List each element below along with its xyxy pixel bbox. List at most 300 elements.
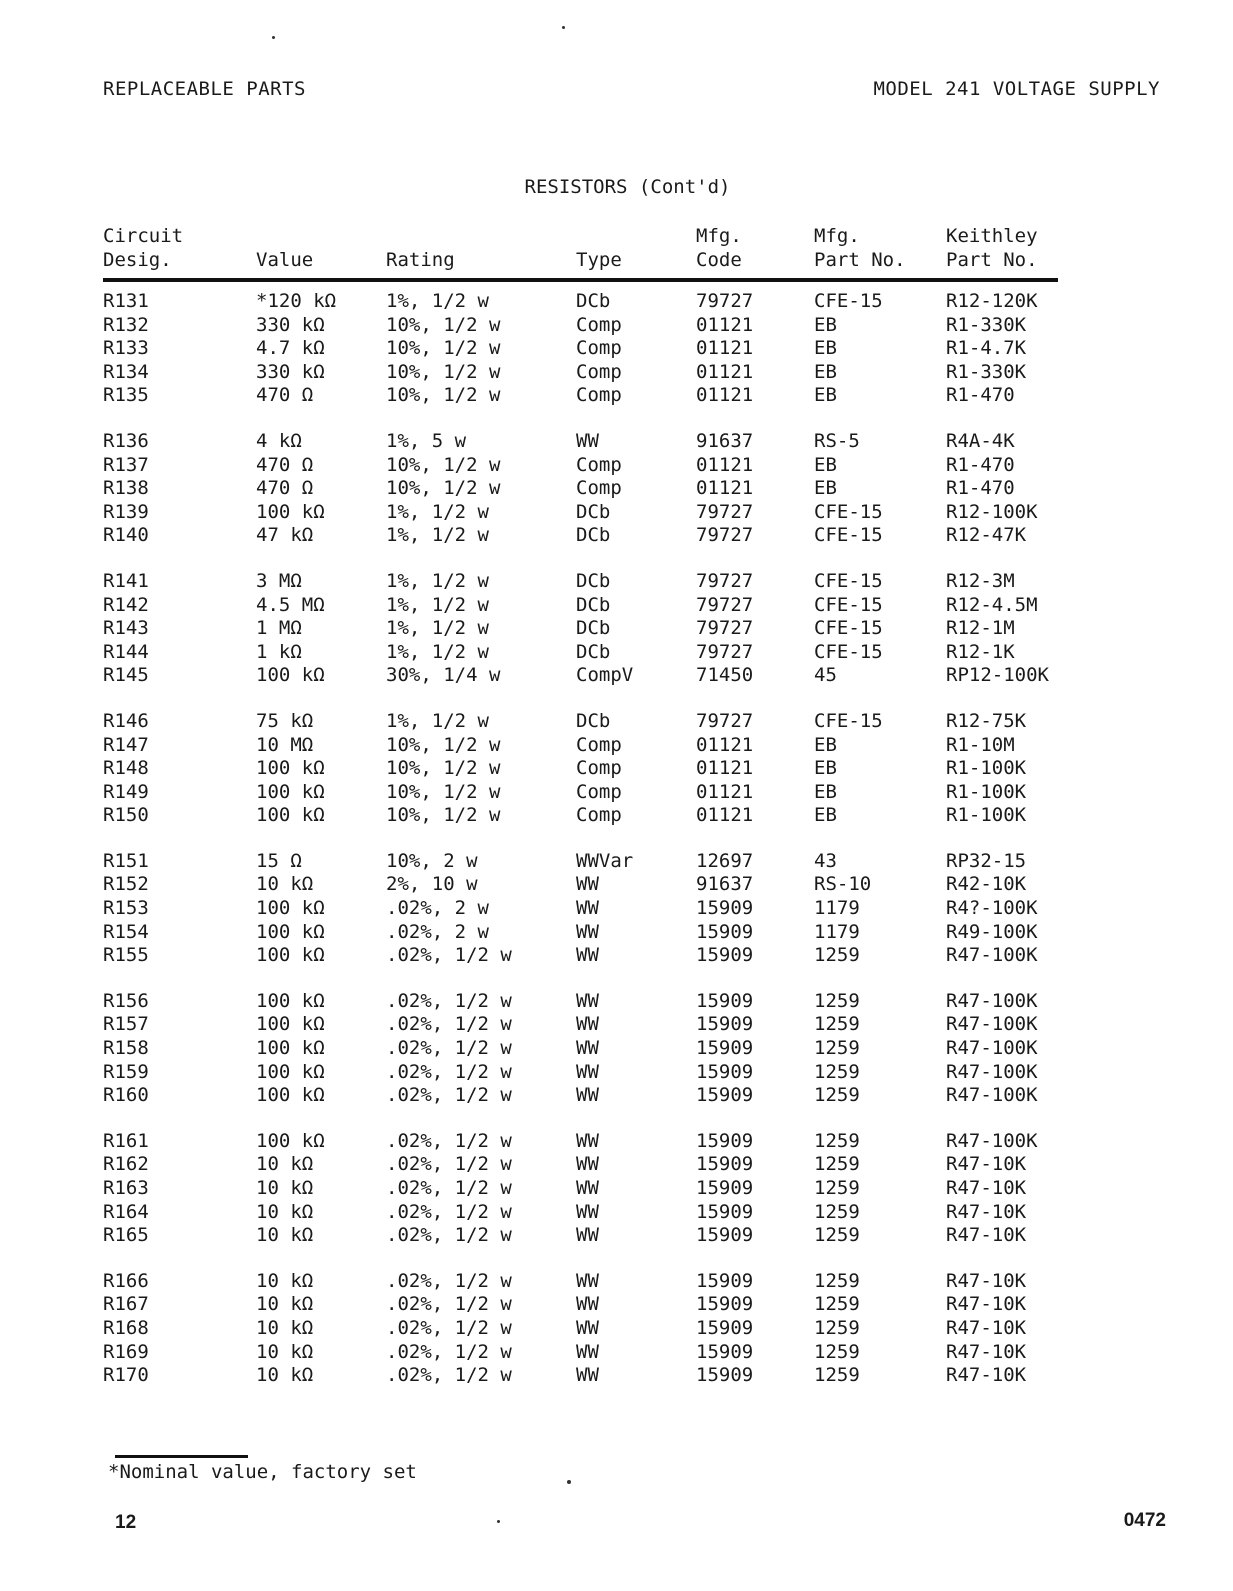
cell-mfg-code: 15909	[696, 1200, 754, 1223]
table-row	[103, 968, 1058, 1014]
table-row	[103, 454, 1058, 478]
cell-mfg-part-no: CFE-15	[814, 500, 883, 523]
table-row	[103, 897, 1058, 921]
cell-value: 100 kΩ	[256, 920, 325, 943]
cell-mfg-code: 01121	[696, 337, 754, 360]
cell-rating: .02%, 1/2 w	[386, 1224, 512, 1247]
cell-value: 100 kΩ	[256, 989, 325, 1012]
cell-type: Comp	[576, 453, 622, 476]
table-row	[103, 1061, 1058, 1085]
table-row	[103, 524, 1058, 548]
cell-circuit-desig: R140	[103, 524, 149, 547]
col-header-rating: Rating	[386, 249, 455, 271]
cell-mfg-code: 15909	[696, 1269, 754, 1292]
cell-mfg-part-no: 45	[814, 664, 837, 687]
footnote-rule	[115, 1455, 248, 1458]
cell-mfg-part-no: CFE-15	[814, 524, 883, 547]
cell-mfg-part-no: EB	[814, 360, 837, 383]
cell-mfg-part-no: 1259	[814, 1293, 860, 1316]
cell-keithley-part-no: R1-100K	[946, 780, 1027, 803]
cell-rating: 30%, 1/4 w	[386, 664, 501, 687]
cell-rating: .02%, 2 w	[386, 920, 489, 943]
cell-mfg-code: 79727	[696, 290, 754, 312]
cell-value: 100 kΩ	[256, 897, 325, 920]
cell-type: WW	[576, 897, 599, 920]
table-row	[103, 734, 1058, 758]
cell-mfg-part-no: CFE-15	[814, 709, 883, 732]
cell-circuit-desig: R154	[103, 920, 149, 943]
cell-value: 10 kΩ	[256, 1316, 314, 1339]
cell-mfg-code: 79727	[696, 500, 754, 523]
table-row	[103, 477, 1058, 501]
cell-value: 100 kΩ	[256, 1084, 325, 1107]
cell-rating: .02%, 1/2 w	[386, 1200, 512, 1223]
cell-value: 100 kΩ	[256, 664, 325, 687]
cell-rating: 10%, 1/2 w	[386, 453, 501, 476]
cell-value: 10 kΩ	[256, 1340, 314, 1363]
cell-circuit-desig: R139	[103, 500, 149, 523]
running-header-right: MODEL 241 VOLTAGE SUPPLY	[873, 78, 1160, 100]
cell-type: WW	[576, 1060, 599, 1083]
cell-type: WW	[576, 873, 599, 896]
cell-keithley-part-no: R12-3M	[946, 569, 1015, 592]
scan-speck	[272, 36, 275, 39]
cell-type: Comp	[576, 337, 622, 360]
cell-mfg-part-no: 1259	[814, 1037, 860, 1060]
cell-keithley-part-no: R47-10K	[946, 1269, 1027, 1292]
footnote: *Nominal value, factory set	[108, 1461, 417, 1483]
cell-keithley-part-no: R1-100K	[946, 804, 1027, 827]
col-header-keithley-part-no: Keithley Part No.	[946, 225, 1038, 271]
cell-keithley-part-no: R47-100K	[946, 1037, 1038, 1060]
cell-type: DCb	[576, 593, 611, 616]
cell-mfg-code: 15909	[696, 1037, 754, 1060]
cell-keithley-part-no: R47-100K	[946, 1013, 1038, 1036]
cell-keithley-part-no: R42-10K	[946, 873, 1027, 896]
cell-value: 10 MΩ	[256, 733, 314, 756]
cell-circuit-desig: R158	[103, 1037, 149, 1060]
cell-mfg-part-no: 1259	[814, 989, 860, 1012]
cell-circuit-desig: R155	[103, 944, 149, 967]
document-code: 0472	[1123, 1510, 1166, 1531]
cell-rating: .02%, 1/2 w	[386, 1177, 512, 1199]
cell-type: DCb	[576, 569, 611, 592]
table-header-row	[103, 224, 1058, 280]
cell-type: WW	[576, 1153, 599, 1176]
cell-mfg-code: 15909	[696, 1340, 754, 1363]
cell-circuit-desig: R132	[103, 313, 149, 336]
cell-keithley-part-no: R1-330K	[946, 313, 1027, 336]
cell-keithley-part-no: R47-10K	[946, 1316, 1027, 1339]
cell-rating: .02%, 1/2 w	[386, 1340, 512, 1363]
cell-type: Comp	[576, 477, 622, 500]
cell-value: 3 MΩ	[256, 569, 302, 592]
col-header-type: Type	[576, 249, 622, 271]
cell-mfg-code: 15909	[696, 1153, 754, 1176]
cell-type: WW	[576, 989, 599, 1012]
table-row	[103, 804, 1058, 828]
table-row	[103, 314, 1058, 338]
cell-circuit-desig: R168	[103, 1316, 149, 1339]
cell-value: 100 kΩ	[256, 1013, 325, 1036]
cell-mfg-code: 15909	[696, 1084, 754, 1107]
table-row	[103, 781, 1058, 805]
cell-type: WW	[576, 1177, 599, 1199]
cell-type: WW	[576, 1293, 599, 1316]
cell-mfg-part-no: 1259	[814, 1224, 860, 1247]
cell-rating: .02%, 2 w	[386, 897, 489, 920]
cell-mfg-part-no: RS-10	[814, 873, 872, 896]
cell-circuit-desig: R134	[103, 360, 149, 383]
cell-type: DCb	[576, 640, 611, 663]
cell-value: 10 kΩ	[256, 1200, 314, 1223]
cell-mfg-code: 15909	[696, 1293, 754, 1316]
cell-rating: 1%, 1/2 w	[386, 617, 489, 640]
cell-mfg-code: 15909	[696, 1060, 754, 1083]
cell-value: 330 kΩ	[256, 313, 325, 336]
cell-mfg-code: 79727	[696, 617, 754, 640]
cell-type: WW	[576, 944, 599, 967]
cell-mfg-code: 91637	[696, 873, 754, 896]
cell-rating: 1%, 1/2 w	[386, 709, 489, 732]
cell-type: WW	[576, 920, 599, 943]
cell-mfg-part-no: CFE-15	[814, 290, 883, 312]
cell-circuit-desig: R138	[103, 477, 149, 500]
cell-circuit-desig: R136	[103, 429, 149, 452]
cell-circuit-desig: R151	[103, 849, 149, 872]
cell-circuit-desig: R144	[103, 640, 149, 663]
cell-keithley-part-no: R1-100K	[946, 757, 1027, 780]
cell-mfg-code: 15909	[696, 1224, 754, 1247]
cell-mfg-code: 15909	[696, 1013, 754, 1036]
cell-mfg-code: 91637	[696, 429, 754, 452]
cell-keithley-part-no: R4?-100K	[946, 897, 1038, 920]
scan-speck	[562, 26, 565, 29]
cell-circuit-desig: R160	[103, 1084, 149, 1107]
cell-rating: 10%, 1/2 w	[386, 757, 501, 780]
table-row	[103, 873, 1058, 897]
cell-value: 4.5 MΩ	[256, 593, 325, 616]
cell-mfg-part-no: 1259	[814, 944, 860, 967]
cell-rating: 1%, 1/2 w	[386, 290, 489, 312]
cell-keithley-part-no: R47-10K	[946, 1293, 1027, 1316]
cell-circuit-desig: R157	[103, 1013, 149, 1036]
cell-mfg-part-no: 43	[814, 849, 837, 872]
cell-mfg-part-no: EB	[814, 313, 837, 336]
table-row	[103, 384, 1058, 408]
cell-rating: .02%, 1/2 w	[386, 1084, 512, 1107]
cell-rating: .02%, 1/2 w	[386, 1060, 512, 1083]
cell-mfg-part-no: EB	[814, 337, 837, 360]
cell-type: Comp	[576, 804, 622, 827]
cell-value: 10 kΩ	[256, 1153, 314, 1176]
cell-type: WW	[576, 1084, 599, 1107]
cell-mfg-part-no: 1259	[814, 1316, 860, 1339]
cell-circuit-desig: R131	[103, 290, 149, 312]
cell-rating: .02%, 1/2 w	[386, 1269, 512, 1292]
cell-value: 100 kΩ	[256, 757, 325, 780]
cell-mfg-part-no: 1179	[814, 920, 860, 943]
cell-rating: 1%, 1/2 w	[386, 593, 489, 616]
cell-value: 1 MΩ	[256, 617, 302, 640]
cell-rating: .02%, 1/2 w	[386, 1153, 512, 1176]
cell-mfg-part-no: EB	[814, 757, 837, 780]
cell-rating: 10%, 1/2 w	[386, 384, 501, 407]
table-row	[103, 757, 1058, 781]
cell-mfg-code: 15909	[696, 1364, 754, 1387]
cell-mfg-code: 01121	[696, 780, 754, 803]
cell-keithley-part-no: R47-100K	[946, 989, 1038, 1012]
table-row	[103, 1293, 1058, 1317]
cell-mfg-code: 79727	[696, 640, 754, 663]
cell-mfg-part-no: 1259	[814, 1269, 860, 1292]
cell-rating: 1%, 1/2 w	[386, 640, 489, 663]
cell-keithley-part-no: R1-470	[946, 384, 1015, 407]
table-row	[103, 594, 1058, 618]
cell-mfg-code: 01121	[696, 313, 754, 336]
cell-rating: 10%, 1/2 w	[386, 733, 501, 756]
cell-type: DCb	[576, 524, 611, 547]
cell-keithley-part-no: RP32-15	[946, 849, 1027, 872]
cell-circuit-desig: R143	[103, 617, 149, 640]
cell-keithley-part-no: R12-100K	[946, 500, 1038, 523]
cell-mfg-code: 01121	[696, 453, 754, 476]
cell-rating: 10%, 1/2 w	[386, 804, 501, 827]
cell-mfg-code: 79727	[696, 569, 754, 592]
cell-type: CompV	[576, 664, 634, 687]
cell-circuit-desig: R169	[103, 1340, 149, 1363]
table-row	[103, 408, 1058, 454]
cell-mfg-code: 79727	[696, 593, 754, 616]
cell-value: 4 kΩ	[256, 429, 302, 452]
cell-keithley-part-no: R1-330K	[946, 360, 1027, 383]
cell-keithley-part-no: R47-10K	[946, 1340, 1027, 1363]
table-row	[103, 664, 1058, 688]
cell-type: Comp	[576, 313, 622, 336]
cell-circuit-desig: R167	[103, 1293, 149, 1316]
cell-mfg-code: 15909	[696, 920, 754, 943]
cell-keithley-part-no: R47-10K	[946, 1224, 1027, 1247]
cell-mfg-part-no: EB	[814, 780, 837, 803]
cell-keithley-part-no: R12-47K	[946, 524, 1027, 547]
cell-circuit-desig: R161	[103, 1129, 149, 1152]
cell-type: Comp	[576, 384, 622, 407]
cell-rating: 2%, 10 w	[386, 873, 478, 896]
cell-type: WW	[576, 429, 599, 452]
cell-keithley-part-no: R1-10M	[946, 733, 1015, 756]
cell-type: Comp	[576, 733, 622, 756]
cell-mfg-code: 15909	[696, 989, 754, 1012]
cell-keithley-part-no: R12-4.5M	[946, 593, 1038, 616]
cell-rating: .02%, 1/2 w	[386, 1013, 512, 1036]
cell-value: *120 kΩ	[256, 290, 337, 312]
cell-mfg-part-no: EB	[814, 453, 837, 476]
cell-keithley-part-no: RP12-100K	[946, 664, 1049, 687]
table-row	[103, 1177, 1058, 1201]
cell-circuit-desig: R133	[103, 337, 149, 360]
cell-mfg-code: 15909	[696, 1129, 754, 1152]
cell-value: 470 Ω	[256, 453, 314, 476]
cell-mfg-part-no: EB	[814, 804, 837, 827]
cell-rating: 10%, 1/2 w	[386, 337, 501, 360]
page-number: 12	[115, 1512, 137, 1533]
table-row	[103, 280, 1058, 314]
cell-keithley-part-no: R47-10K	[946, 1177, 1027, 1199]
cell-type: Comp	[576, 757, 622, 780]
table-row	[103, 1317, 1058, 1341]
cell-rating: .02%, 1/2 w	[386, 944, 512, 967]
cell-circuit-desig: R166	[103, 1269, 149, 1292]
cell-value: 10 kΩ	[256, 1269, 314, 1292]
table-row	[103, 1341, 1058, 1365]
cell-value: 75 kΩ	[256, 709, 314, 732]
cell-type: WW	[576, 1013, 599, 1036]
cell-mfg-part-no: CFE-15	[814, 640, 883, 663]
cell-value: 100 kΩ	[256, 500, 325, 523]
section-title: RESISTORS (Cont'd)	[524, 176, 731, 198]
cell-value: 100 kΩ	[256, 1060, 325, 1083]
table-row	[103, 1037, 1058, 1061]
table-row	[103, 828, 1058, 874]
cell-mfg-part-no: 1259	[814, 1177, 860, 1199]
table-row	[103, 501, 1058, 525]
cell-circuit-desig: R164	[103, 1200, 149, 1223]
cell-mfg-code: 12697	[696, 849, 754, 872]
cell-value: 100 kΩ	[256, 804, 325, 827]
cell-keithley-part-no: R12-120K	[946, 290, 1038, 312]
table-row	[103, 361, 1058, 385]
cell-mfg-part-no: 1259	[814, 1364, 860, 1387]
cell-mfg-part-no: CFE-15	[814, 569, 883, 592]
col-header-mfg-code: Mfg. Code	[696, 225, 742, 271]
cell-type: WW	[576, 1129, 599, 1152]
cell-keithley-part-no: R47-10K	[946, 1200, 1027, 1223]
cell-keithley-part-no: R1-4.7K	[946, 337, 1027, 360]
cell-value: 330 kΩ	[256, 360, 325, 383]
cell-rating: .02%, 1/2 w	[386, 1316, 512, 1339]
cell-circuit-desig: R145	[103, 664, 149, 687]
cell-value: 47 kΩ	[256, 524, 314, 547]
cell-keithley-part-no: R47-10K	[946, 1153, 1027, 1176]
cell-circuit-desig: R152	[103, 873, 149, 896]
table-row	[103, 688, 1058, 734]
cell-value: 10 kΩ	[256, 1224, 314, 1247]
cell-type: WW	[576, 1200, 599, 1223]
cell-keithley-part-no: R47-10K	[946, 1364, 1027, 1387]
cell-type: WW	[576, 1269, 599, 1292]
cell-mfg-code: 01121	[696, 360, 754, 383]
cell-mfg-code: 71450	[696, 664, 754, 687]
cell-keithley-part-no: R12-1K	[946, 640, 1015, 663]
cell-mfg-part-no: CFE-15	[814, 593, 883, 616]
cell-value: 10 kΩ	[256, 1293, 314, 1316]
cell-keithley-part-no: R49-100K	[946, 920, 1038, 943]
cell-mfg-code: 15909	[696, 897, 754, 920]
cell-mfg-part-no: EB	[814, 477, 837, 500]
scan-speck	[567, 1480, 571, 1484]
cell-mfg-part-no: 1259	[814, 1013, 860, 1036]
table-row	[103, 548, 1058, 594]
cell-mfg-part-no: 1259	[814, 1129, 860, 1152]
cell-rating: .02%, 1/2 w	[386, 1293, 512, 1316]
cell-rating: 10%, 1/2 w	[386, 313, 501, 336]
cell-value: 1 kΩ	[256, 640, 302, 663]
table-row	[103, 1108, 1058, 1154]
table-row	[103, 1013, 1058, 1037]
cell-rating: 1%, 1/2 w	[386, 569, 489, 592]
cell-type: WWVar	[576, 849, 634, 872]
cell-rating: 10%, 2 w	[386, 849, 478, 872]
cell-type: WW	[576, 1316, 599, 1339]
cell-circuit-desig: R137	[103, 453, 149, 476]
cell-circuit-desig: R150	[103, 804, 149, 827]
cell-circuit-desig: R156	[103, 989, 149, 1012]
cell-mfg-part-no: 1259	[814, 1153, 860, 1176]
cell-mfg-part-no: 1259	[814, 1340, 860, 1363]
cell-rating: 1%, 1/2 w	[386, 524, 489, 547]
cell-mfg-code: 15909	[696, 1177, 754, 1199]
cell-rating: .02%, 1/2 w	[386, 1129, 512, 1152]
cell-value: 10 kΩ	[256, 1177, 314, 1199]
cell-circuit-desig: R153	[103, 897, 149, 920]
cell-type: DCb	[576, 709, 611, 732]
cell-value: 4.7 kΩ	[256, 337, 325, 360]
cell-circuit-desig: R165	[103, 1224, 149, 1247]
cell-keithley-part-no: R12-75K	[946, 709, 1027, 732]
cell-rating: 1%, 5 w	[386, 429, 467, 452]
table-row	[103, 1201, 1058, 1225]
cell-circuit-desig: R163	[103, 1177, 149, 1199]
cell-rating: .02%, 1/2 w	[386, 1364, 512, 1387]
cell-value: 15 Ω	[256, 849, 302, 872]
cell-mfg-code: 79727	[696, 709, 754, 732]
cell-type: DCb	[576, 500, 611, 523]
cell-keithley-part-no: R47-100K	[946, 944, 1038, 967]
cell-mfg-code: 01121	[696, 384, 754, 407]
cell-type: WW	[576, 1364, 599, 1387]
cell-type: DCb	[576, 617, 611, 640]
cell-mfg-part-no: CFE-15	[814, 617, 883, 640]
cell-circuit-desig: R170	[103, 1364, 149, 1387]
cell-circuit-desig: R147	[103, 733, 149, 756]
cell-keithley-part-no: R1-470	[946, 477, 1015, 500]
parts-table-body	[103, 280, 1058, 1388]
cell-mfg-code: 01121	[696, 733, 754, 756]
cell-circuit-desig: R159	[103, 1060, 149, 1083]
cell-mfg-code: 79727	[696, 524, 754, 547]
cell-value: 100 kΩ	[256, 780, 325, 803]
cell-value: 100 kΩ	[256, 944, 325, 967]
cell-mfg-code: 15909	[696, 1316, 754, 1339]
cell-type: WW	[576, 1037, 599, 1060]
cell-circuit-desig: R149	[103, 780, 149, 803]
cell-mfg-code: 01121	[696, 477, 754, 500]
cell-value: 10 kΩ	[256, 1364, 314, 1387]
cell-keithley-part-no: R1-470	[946, 453, 1015, 476]
cell-circuit-desig: R142	[103, 593, 149, 616]
cell-type: Comp	[576, 360, 622, 383]
table-row	[103, 921, 1058, 945]
cell-value: 470 Ω	[256, 384, 314, 407]
cell-rating: 10%, 1/2 w	[386, 477, 501, 500]
col-header-value: Value	[256, 249, 314, 271]
table-row	[103, 1364, 1058, 1388]
table-row	[103, 1248, 1058, 1294]
cell-rating: .02%, 1/2 w	[386, 1037, 512, 1060]
table-row	[103, 1084, 1058, 1108]
cell-mfg-part-no: EB	[814, 384, 837, 407]
cell-value: 100 kΩ	[256, 1037, 325, 1060]
